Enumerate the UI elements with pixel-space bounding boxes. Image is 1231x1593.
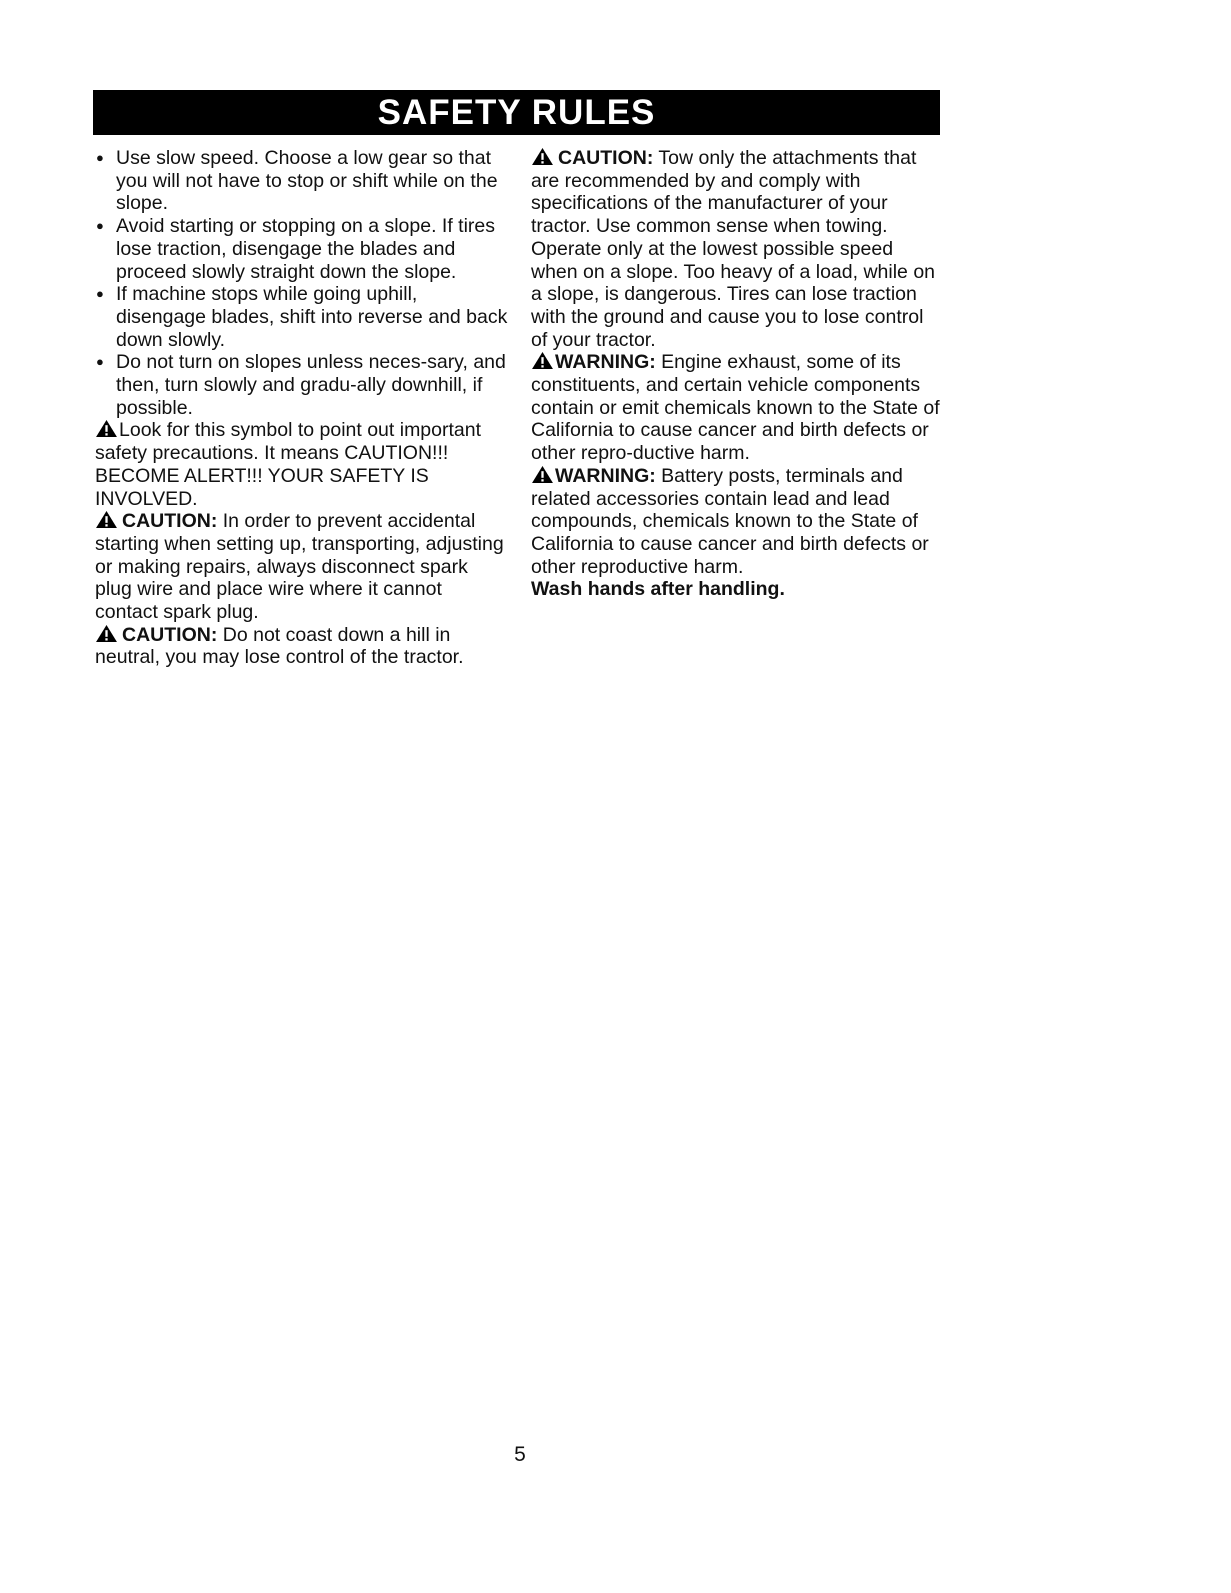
warning-triangle-icon bbox=[531, 147, 554, 166]
section-title: SAFETY RULES bbox=[377, 93, 656, 132]
bullet-item bbox=[95, 351, 510, 419]
warning-text: Battery posts, terminals and related accessories contain lead and lead compounds, chemicals known to the State of California to cause cancer and birth defects or other reproductive harm. bbox=[531, 464, 929, 578]
bullet-text: Use slow speed. Choose a low gear so that you will not have to stop or shift while on the slope. bbox=[116, 147, 498, 215]
warning-triangle-icon bbox=[95, 510, 118, 529]
warning-label: WARNING: bbox=[555, 351, 656, 374]
wash-hands-notice: Wash hands after handling. bbox=[531, 578, 785, 601]
warning-label: WARNING: bbox=[555, 464, 656, 487]
caution-text: Do not coast down a hill in neutral, you may lose control of the tractor. bbox=[95, 623, 464, 669]
bullet-dot: ● bbox=[96, 286, 104, 302]
warning-triangle-icon bbox=[95, 419, 118, 438]
bullet-dot: ● bbox=[96, 150, 104, 165]
bullet-text: Avoid starting or stopping on a slope. If tires lose traction, disengage the blades and proceed slowly straight down the slope. bbox=[116, 215, 496, 283]
warning-triangle-icon bbox=[531, 465, 554, 484]
warning-triangle-icon bbox=[531, 351, 554, 370]
page-number: 5 bbox=[514, 1443, 526, 1466]
caution-label: CAUTION: bbox=[122, 510, 218, 533]
bullet-dot: ● bbox=[96, 354, 104, 370]
bullet-dot: ● bbox=[96, 218, 104, 234]
warning-triangle-icon bbox=[95, 624, 118, 643]
section-header-bar bbox=[93, 90, 940, 135]
caution-coast-hill bbox=[95, 624, 510, 669]
warning-text: Engine exhaust, some of its constituents, and certain vehicle components contain or emit chemicals known to the State of California to cause cancer and birth defects or other repro-ductive harm. bbox=[531, 351, 940, 465]
bullet-item bbox=[95, 283, 510, 351]
bullet-text: If machine stops while going uphill, disengage blades, shift into reverse and back down slowly. bbox=[116, 283, 508, 351]
warning-engine-exhaust bbox=[531, 351, 941, 465]
bullet-text: Do not turn on slopes unless neces-sary, and then, turn slowly and gradu-ally downhill, if possible. bbox=[116, 351, 506, 419]
bullet-item bbox=[95, 215, 510, 283]
caution-text: In order to prevent accidental starting when setting up, transporting, adjusting or making repairs, always disconnect spark plug wire and place wire where it cannot contact spark plug. bbox=[95, 510, 504, 624]
warning-battery bbox=[531, 465, 941, 579]
right-column bbox=[531, 147, 941, 601]
bullet-item bbox=[95, 147, 510, 215]
symbol-note-text: Look for this symbol to point out important safety precautions. It means CAUTION!!! BECOME ALERT!!! YOUR SAFETY IS INVOLVED. bbox=[95, 419, 482, 510]
caution-label: CAUTION: bbox=[122, 623, 218, 646]
caution-text: Tow only the attachments that are recommended by and comply with specifications of the manufacturer of your tractor. Use common sense when towing. Operate only at the lowest possible speed when on a slope. Too heavy of a load, while on a slope, is dangerous. Tires can lose traction with the ground and cause you to lose control of your tractor. bbox=[531, 147, 936, 351]
safety-symbol-note bbox=[95, 419, 510, 510]
left-column bbox=[95, 147, 510, 669]
caution-towing bbox=[531, 147, 941, 351]
caution-label: CAUTION: bbox=[558, 147, 654, 169]
slope-bullet-list bbox=[95, 147, 510, 419]
caution-spark-plug bbox=[95, 510, 510, 624]
